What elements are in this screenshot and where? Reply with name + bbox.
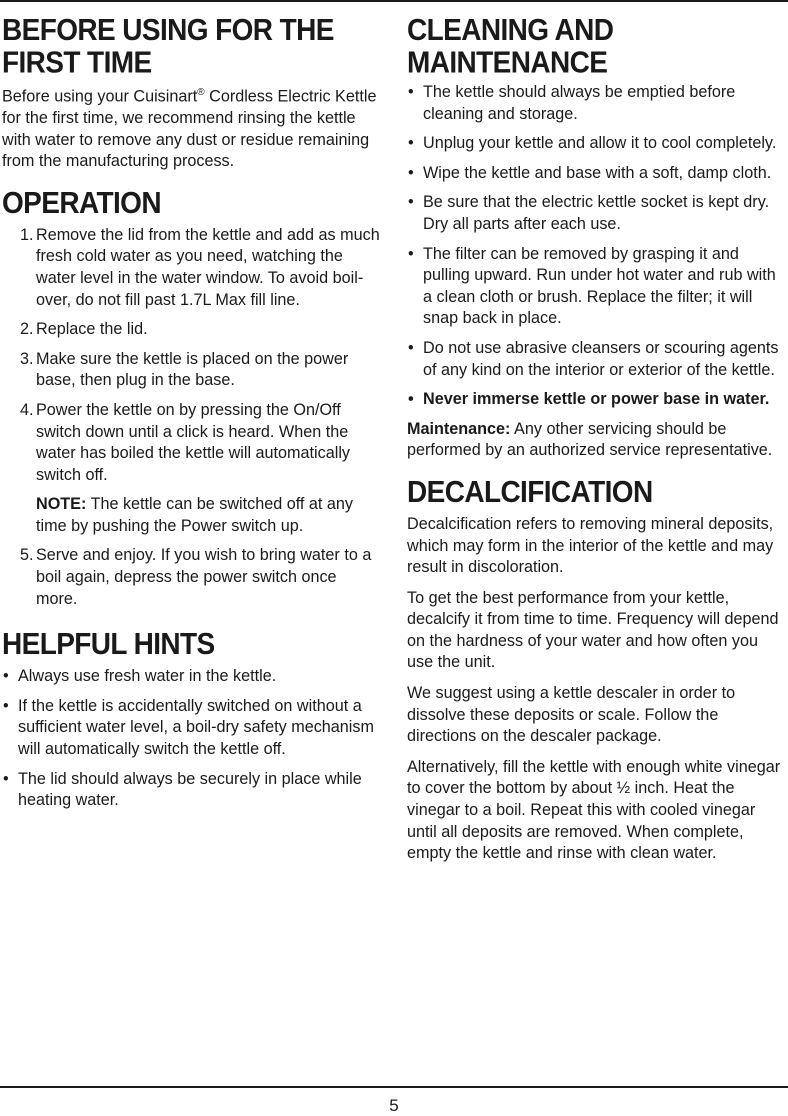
decalc-paragraph: Alternatively, fill the kettle with enough white vinegar to cover the bottom by about ½ inch. Heat the vinegar to a boil. Repeat this with cooled vinegar until all deposits are removed. When complete, empty the kettle and rinse with clean water. bbox=[407, 757, 781, 863]
list-item: • Be sure that the electric kettle socket is kept dry. Dry all parts after each use. bbox=[408, 193, 770, 233]
heading-line: MAINTENANCE bbox=[407, 45, 608, 79]
decalc-paragraph: Decalcification refers to removing mineral deposits, which may form in the interior of the kettle and may result in discoloration. bbox=[407, 514, 774, 577]
helpful-hints-heading: HELPFUL HINTS bbox=[2, 627, 215, 661]
operation-heading: OPERATION bbox=[2, 185, 161, 220]
list-item: 4. Power the kettle on by pressing the On/Off switch down until a click is heard. When the water has boiled the kettle will automatically switch off. bbox=[20, 400, 351, 484]
cleaning-heading bbox=[407, 14, 787, 79]
operation-note: NOTE: The kettle can be switched off at any time by pushing the Power switch up. bbox=[36, 495, 354, 535]
bullet: • bbox=[3, 769, 9, 788]
maintenance-text: Maintenance: Any other servicing should be performed by an authorized service representative. bbox=[407, 419, 773, 460]
list-item: 3. Make sure the kettle is placed on the power base, then plug in the base. bbox=[20, 349, 349, 390]
bullet: • bbox=[408, 83, 414, 101]
decalc-paragraph: We suggest using a kettle descaler in order to dissolve these deposits or scale. Follow the directions on the descaler package. bbox=[407, 684, 736, 746]
bullet: • bbox=[408, 390, 414, 409]
list-item: 1. Remove the lid from the kettle and add as much fresh cold water as you need, watching the water level in the water window. To avoid boil-over, do not fill past 1.7L Max fill line. bbox=[20, 225, 380, 309]
operation-steps bbox=[2, 225, 382, 487]
right-column bbox=[407, 14, 787, 874]
heading-line: CLEANING AND bbox=[407, 12, 614, 47]
list-item: • The lid should always be securely in place while heating water. bbox=[3, 769, 362, 810]
before-first-use-text: Before using your Cuisinart® Cordless Electric Kettle for the first time, we recommend rinsing the kettle with water to remove any dust or residue remaining from the manufacturing process. bbox=[2, 87, 377, 171]
bottom-rule bbox=[0, 1086, 788, 1088]
list-item: • If the kettle is accidentally switched on without a sufficient water level, a boil-dry safety mechanism will automatically switch the kettle off. bbox=[3, 696, 374, 759]
warning-list-item: • Never immerse kettle or power base in water. bbox=[407, 389, 787, 411]
heading-line: FIRST TIME bbox=[2, 45, 152, 79]
list-item: 2. Replace the lid. bbox=[20, 320, 148, 339]
top-rule bbox=[0, 0, 788, 2]
list-item: • Unplug your kettle and allow it to cool completely. bbox=[407, 133, 787, 155]
before-first-use-heading bbox=[2, 14, 382, 79]
bullet: • bbox=[408, 338, 414, 357]
heading-line: BEFORE USING FOR THE bbox=[2, 12, 334, 47]
left-column bbox=[2, 14, 382, 820]
list-item: • The kettle should always be emptied before cleaning and storage. bbox=[408, 83, 736, 123]
bullet: • bbox=[408, 193, 414, 212]
bullet: • bbox=[408, 134, 414, 153]
operation-steps-cont bbox=[2, 545, 382, 610]
bullet: • bbox=[408, 244, 414, 263]
list-item: • The filter can be removed by grasping it and pulling upward. Run under hot water and rub with a clean cloth or brush. Replace the filter; it will snap back in place. bbox=[408, 244, 776, 328]
decalcification-heading: DECALCIFICATION bbox=[407, 474, 653, 509]
bullet: • bbox=[3, 696, 9, 715]
page-number: 5 bbox=[389, 1096, 399, 1115]
hints-list bbox=[2, 666, 382, 812]
bullet: • bbox=[3, 667, 9, 686]
cleaning-list bbox=[407, 82, 787, 411]
list-item: • Always use fresh water in the kettle. bbox=[2, 666, 382, 688]
list-item: • Wipe the kettle and base with a soft, damp cloth. bbox=[407, 163, 787, 185]
registered-mark: ® bbox=[197, 87, 205, 98]
bullet: • bbox=[408, 163, 414, 182]
decalc-paragraph: To get the best performance from your kettle, decalcify it from time to time. Frequency will depend on the hardness of your water and how often you use the unit. bbox=[407, 588, 779, 672]
list-item: 5. Serve and enjoy. If you wish to bring water to a boil again, depress the power switch once more. bbox=[20, 546, 372, 608]
list-item: • Do not use abrasive cleansers or scouring agents of any kind on the interior or exterior of the kettle. bbox=[408, 338, 779, 379]
